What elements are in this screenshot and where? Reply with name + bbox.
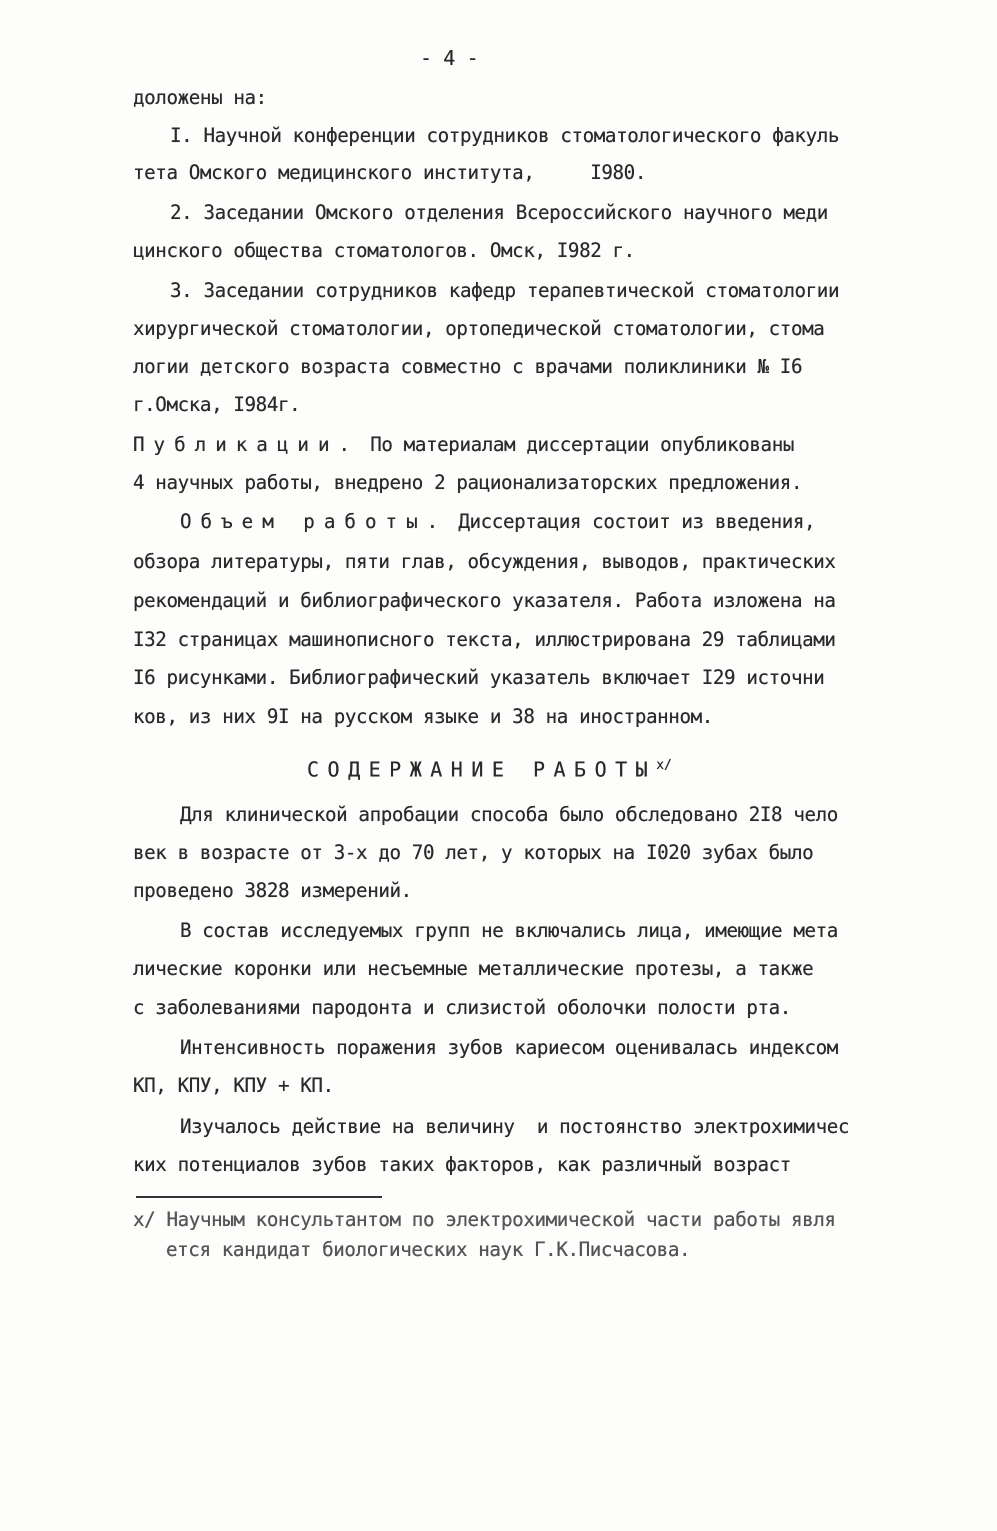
text-line: I6 рисунками. Библиографический указатель включает I29 источни	[133, 666, 825, 689]
text-line: тета Омского медицинского института, I980.	[133, 161, 646, 184]
text-line: 3. Заседании сотрудников кафедр терапевтической стоматологии	[170, 279, 840, 302]
volume-label: Объем работы.	[180, 510, 448, 533]
publications-line	[133, 433, 794, 457]
text-line: Изучалось действие на величину и постоянство электрохимичес	[180, 1115, 850, 1138]
text-line: ких потенциалов зубов таких факторов, как различный возраст	[133, 1153, 791, 1176]
volume-text: Диссертация состоит из введения,	[447, 510, 816, 533]
text-line: I32 страницах машинописного текста, иллюстрирована 29 таблицами	[133, 628, 836, 651]
page-number: - 4 -	[420, 46, 479, 70]
text-line: рекомендаций и библиографического указателя. Работа изложена на	[133, 589, 836, 612]
text-line: 4 научных работы, внедрено 2 рационализаторских предложения.	[133, 471, 803, 494]
text-line: 2. Заседании Омского отделения Всероссийского научного меди	[170, 201, 828, 224]
text-line: I. Научной конференции сотрудников стоматологического факуль	[170, 124, 840, 147]
text-line: доложены на:	[133, 86, 267, 109]
text-line: обзора литературы, пяти глав, обсуждения, выводов, практических	[133, 550, 836, 573]
section-heading-text: СОДЕРЖАНИЕ РАБОТЫ	[307, 757, 657, 782]
text-line: КП, КПУ, КПУ + КП.	[133, 1074, 334, 1097]
text-line: проведено 3828 измерений.	[133, 879, 412, 902]
text-line: хирургической стоматологии, ортопедической стоматологии, стома	[133, 317, 825, 340]
text-line: с заболеваниями пародонта и слизистой оболочки полости рта.	[133, 996, 791, 1019]
text-line: Для клинической апробации способа было обследовано 2I8 чело	[180, 803, 838, 826]
text-line: логии детского возраста совместно с врачами поликлиники № I6	[133, 355, 803, 378]
publications-label: Публикации.	[133, 433, 360, 456]
footnote-line: ется кандидат биологических наук Г.К.Писчасова.	[166, 1238, 691, 1261]
volume-line	[180, 510, 815, 534]
text-line: В состав исследуемых групп не включались лица, имеющие мета	[180, 919, 838, 942]
text-line: век в возрасте от 3-х до 70 лет, у которых на I020 зубах было	[133, 841, 814, 864]
footnote-line: x/ Научным консультантом по электрохимической части работы явля	[133, 1208, 836, 1231]
text-line: Интенсивность поражения зубов кариесом оценивалась индексом	[180, 1036, 838, 1059]
text-line: г.Омска, I984г.	[133, 393, 301, 416]
section-heading	[307, 754, 672, 782]
text-line: цинского общества стоматологов. Омск, I982 г.	[133, 239, 635, 262]
text-line: лические коронки или несъемные металлические протезы, а также	[133, 957, 814, 980]
text-line: ков, из них 9I на русском языке и 38 на иностранном.	[133, 705, 713, 728]
footnote-divider	[136, 1196, 382, 1198]
publications-text: По материалам диссертации опубликованы	[359, 433, 795, 456]
footnote-marker: x/	[656, 758, 672, 773]
